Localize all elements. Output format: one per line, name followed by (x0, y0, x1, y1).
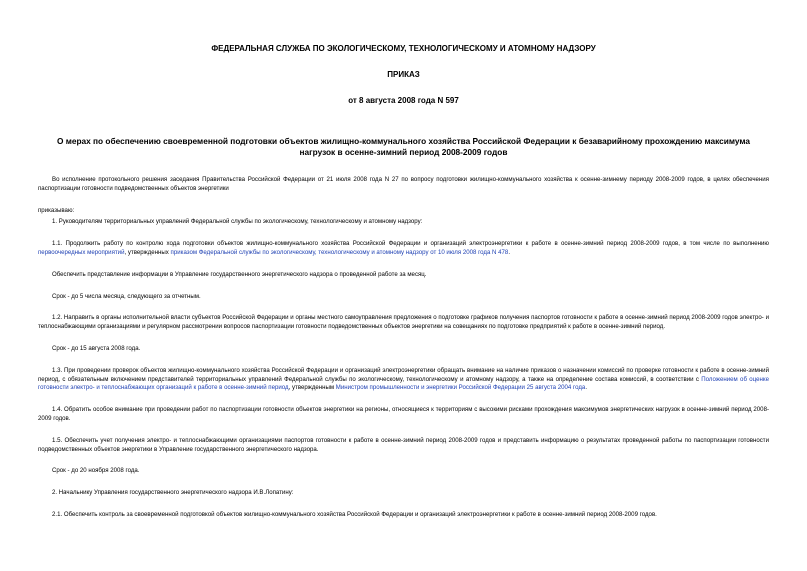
doc-type-heading: ПРИКАЗ (387, 70, 420, 79)
paragraph-1-2: 1.2. Направить в органы исполнительной власти субъектов Российской Федерации и органы местного самоуправления предложения о подготовке графиков получения паспортов готовности к работе в осенне-зимний период 2008-2009 годов электро- и теплоснабжающими организациями и регулярном рассмотрении вопросов паспортизации готовности подведомственных объектов энергетики на совещаниях по подготовке предприятий к работе в осенне-зимний период. (38, 314, 769, 331)
document-title: О мерах по обеспечению своевременной подготовки объектов жилищно-коммунального хозяйства Российской Федерации к безаварийному прохождению максимума нагрузок в осенне-зимний период 2008-2009 годов (56, 136, 751, 157)
paragraph-1-3-text-b: , утвержденным (288, 384, 336, 392)
paragraph-1-3-text-c: . (585, 384, 588, 392)
paragraph-1-1 (38, 240, 769, 258)
paragraph-2: 2. Начальнику Управления государственного энергетического надзора И.В.Лопатину: (52, 489, 294, 497)
paragraph-1-3 (38, 367, 769, 393)
paragraph-1-1-report: Обеспечить представление информации в Управление государственного энергетического надзора о проведенной работе за месяц. (52, 270, 427, 278)
paragraph-1-5: 1.5. Обеспечить учет получения электро- и теплоснабжающими организациями паспортов готовности к работе в осенне-зимний период 2008-2009 годов и представить информацию о результатах проведенной работы по паспортизации готовности подведомственных объектов энергетики в Управление государственного энергетического надзора. (38, 436, 769, 453)
intro-paragraph: Во исполнение протокольного решения заседания Правительства Российской Федерации от 21 июля 2008 года N 27 по вопросу подготовки жилищно-коммунального хозяйства к осенне-зимнему периоду 2008-2009 годов, в целях обеспечения паспортизации готовности подведомственных объектов энергетики (38, 176, 769, 192)
minister-approval-link[interactable]: Министром промышленности и энергетики Российской Федерации 25 августа 2004 года (335, 384, 586, 392)
paragraph-1-1-text-b: , утвержденных (124, 248, 171, 256)
paragraph-1-3-text-a: 1.3. При проведении проверок объектов жилищно-коммунального хозяйства Российской Федерации и организаций электроэнергетики обращать внимание на наличие приказов о назначении комиссий по проверке готовности к работе в осенне-зимний период, с обязательным включением представителей территориальных управлений Федеральной службы по экологическому, технологическому и атомному надзору, а также на определение состава комиссий, в соответствии с (38, 366, 769, 383)
order-word: приказываю: (38, 206, 75, 214)
paragraph-1-1-text-c: . (508, 248, 511, 256)
paragraph-1: 1. Руководителям территориальных управлений Федеральной службы по экологическому, технологическому и атомному надзору: (52, 218, 423, 226)
paragraph-1-2-deadline: Срок - до 15 августа 2008 года. (52, 344, 141, 352)
paragraph-1-5-deadline: Срок - до 20 ноября 2008 года. (52, 467, 140, 475)
paragraph-2-1: 2.1. Обеспечить контроль за своевременной подготовкой объектов жилищно-коммунального хозяйства Российской Федерации и организаций электроэнергетики к работе в осенне-зимний период 2008-2009 годов. (52, 510, 657, 518)
priority-measures-link[interactable]: первоочередных мероприятий (38, 248, 125, 256)
readiness-regulation-link[interactable]: Положением об оценке готовности электро- и теплоснабжающих организаций к работе в осенне-зимний период (38, 375, 769, 392)
agency-heading: ФЕДЕРАЛЬНАЯ СЛУЖБА ПО ЭКОЛОГИЧЕСКОМУ, ТЕХНОЛОГИЧЕСКОМУ И АТОМНОМУ НАДЗОРУ (211, 44, 596, 53)
paragraph-1-1-deadline: Срок - до 5 числа месяца, следующего за отчетным. (52, 292, 201, 300)
date-number-heading: от 8 августа 2008 года N 597 (348, 96, 459, 105)
paragraph-1-1-text-a: 1.1. Продолжить работу по контролю хода подготовки объектов жилищно-коммунального хозяйства Российской Федерации и организаций электроэнергетики к работе в осенне-зимний период 2008-2009 годов, в том числе по выполнению (52, 240, 769, 248)
order-478-link[interactable]: приказом Федеральной службы по экологическому, технологическому и атомному надзору от 10 июля 2008 года N 478 (170, 248, 509, 256)
paragraph-1-4: 1.4. Обратить особое внимание при проведении работ по паспортизации готовности объектов энергетики на регионы, относящиеся к территориям с высокими рисками прохождения максимумов энергетических нагрузок в осенне-зимний период 2008-2009 годов. (38, 406, 769, 422)
